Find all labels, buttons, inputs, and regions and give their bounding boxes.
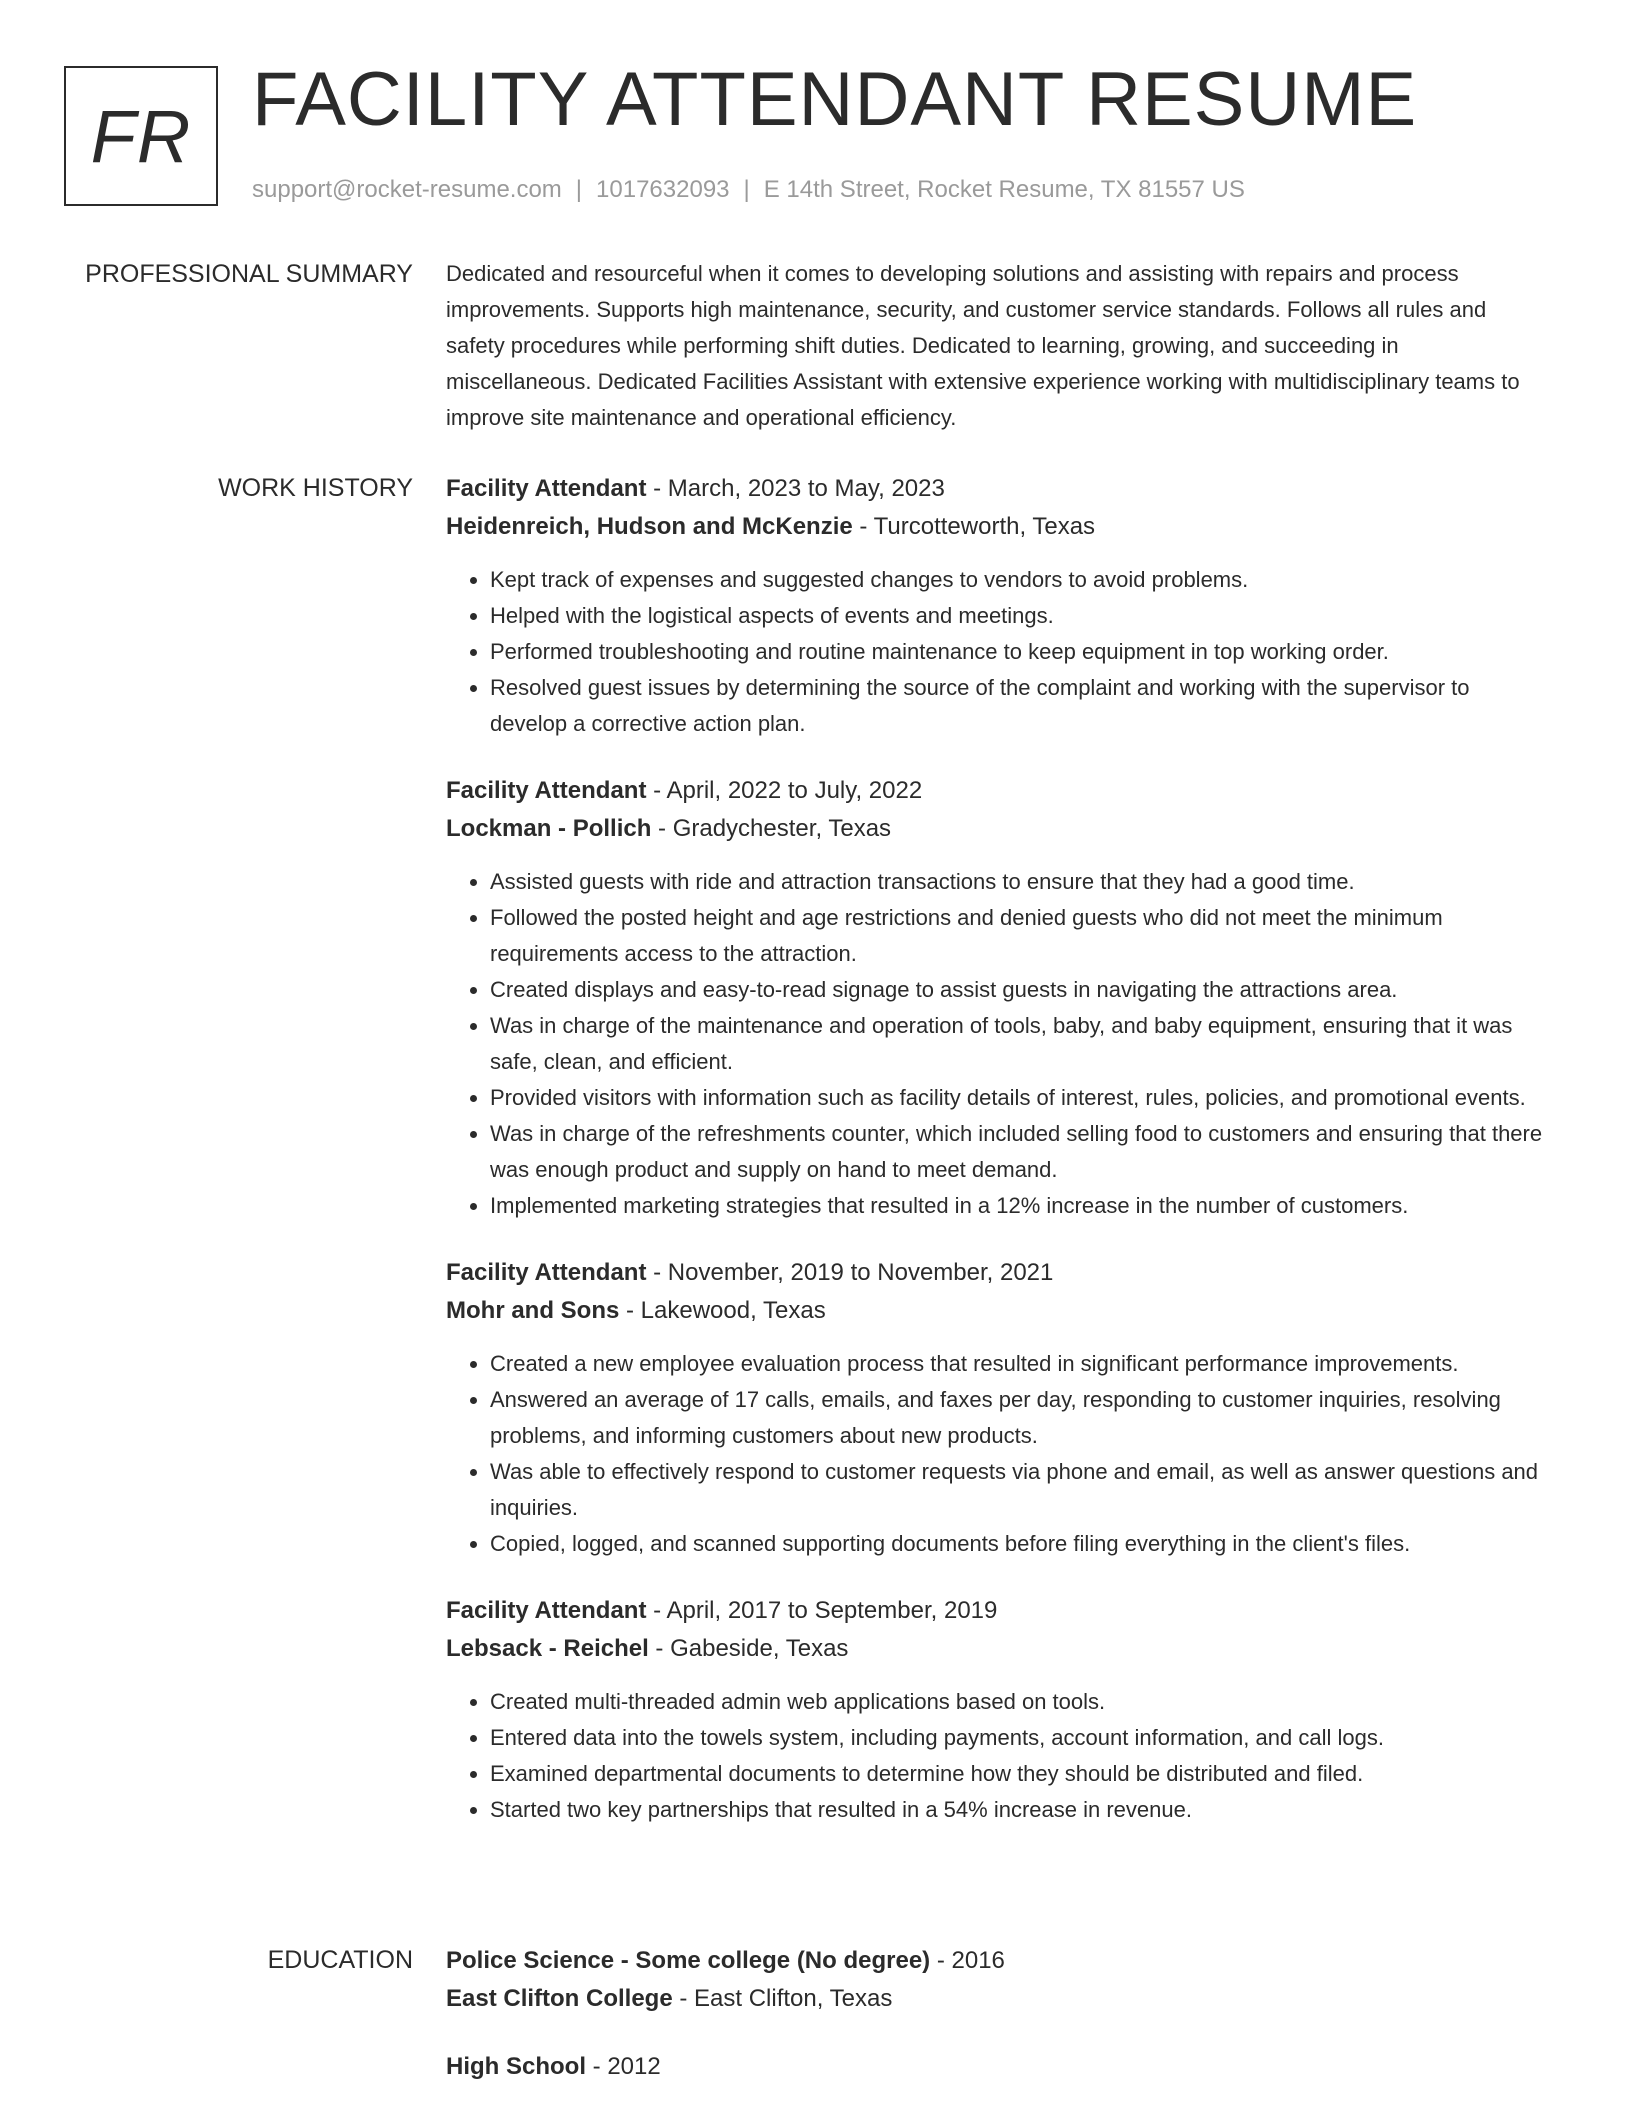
job-dates: - March, 2023 to May, 2023 — [646, 475, 945, 502]
summary-text: Dedicated and resourceful when it comes to developing solutions and assisting with repairs and process improvements. Supports high maintenance, security, and customer service standards. Follows all rules and safety procedures while performing shift duties. Dedicated to learning, growing, and succeeding in miscellaneous. Dedicated Facilities Assistant with extensive experience working with multidisciplinary teams to improve site maintenance and operational efficiency. — [446, 261, 1520, 430]
job-bullet: • Helped with the logistical aspects of events and meetings. — [490, 598, 1546, 634]
job-bullet-list — [446, 562, 1546, 742]
job-entry — [446, 470, 1546, 742]
monogram-logo: FR — [64, 66, 218, 206]
contact-email[interactable]: support@rocket-resume.com — [252, 176, 562, 203]
section-heading-education: EDUCATION — [267, 1946, 413, 1974]
contact-separator: | — [575, 176, 583, 203]
job-company: Lebsack - Reichel — [446, 1635, 649, 1662]
education-degree: Police Science - Some college (No degree) — [446, 1947, 931, 1974]
job-location: - Gradychester, Texas — [651, 815, 892, 842]
education-location: - East Clifton, Texas — [672, 1985, 893, 2012]
job-bullet: • Created displays and easy-to-read signage to assist guests in navigating the attractions area. — [490, 972, 1546, 1008]
contact-separator: | — [743, 176, 750, 203]
job-bullet: • Assisted guests with ride and attraction transactions to ensure that they had a good time. — [490, 864, 1546, 900]
job-title: Facility Attendant — [446, 475, 647, 502]
job-bullet: • Created multi-threaded admin web applications based on tools. — [490, 1684, 1546, 1720]
education-school: East Clifton College — [446, 1985, 673, 2012]
job-title: Facility Attendant — [446, 1259, 647, 1286]
job-dates: - April, 2017 to September, 2019 — [646, 1597, 998, 1624]
job-location: - Turcotteworth, Texas — [852, 513, 1096, 540]
job-bullet: • Was in charge of the maintenance and operation of tools, baby, and baby equipment, ensuring that it was safe, clean, and efficient. — [490, 1008, 1546, 1080]
education-degree: High School — [446, 2053, 586, 2080]
job-bullet-list — [446, 1684, 1546, 1828]
job-location: - Lakewood, Texas — [619, 1297, 826, 1324]
job-company: Lockman - Pollich — [446, 815, 652, 842]
job-bullet: • Was able to effectively respond to customer requests via phone and email, as well as answer questions and inquiries. — [490, 1454, 1546, 1526]
job-bullet: • Started two key partnerships that resulted in a 54% increase in revenue. — [490, 1792, 1546, 1828]
education-year: - 2016 — [930, 1947, 1005, 1974]
education-degree-line — [446, 1942, 1546, 1980]
job-title-line — [446, 772, 1546, 810]
job-title-line — [446, 470, 1546, 508]
job-company: Mohr and Sons — [446, 1297, 620, 1324]
job-company-line — [446, 508, 1546, 546]
job-entry — [446, 772, 1546, 1224]
section-heading-work-history: WORK HISTORY — [218, 474, 413, 502]
contact-phone[interactable]: 1017632093 — [596, 176, 730, 203]
section-heading-summary: PROFESSIONAL SUMMARY — [85, 260, 413, 288]
job-entry — [446, 1254, 1546, 1562]
job-bullet: • Created a new employee evaluation process that resulted in significant performance improvements. — [490, 1346, 1546, 1382]
job-company-line — [446, 1292, 1546, 1330]
education-year: - 2012 — [586, 2053, 661, 2080]
job-company-line — [446, 1630, 1546, 1668]
work-history-body — [446, 470, 1546, 1858]
education-body — [446, 1942, 1546, 2116]
job-dates: - November, 2019 to November, 2021 — [646, 1259, 1054, 1286]
job-bullet: • Copied, logged, and scanned supporting documents before filing everything in the client's files. — [490, 1526, 1546, 1562]
job-title-line — [446, 1254, 1546, 1292]
summary-body — [446, 256, 1546, 436]
job-bullet: • Followed the posted height and age restrictions and denied guests who did not meet the minimum requirements access to the attraction. — [490, 900, 1546, 972]
job-bullet: • Entered data into the towels system, including payments, account information, and call logs. — [490, 1720, 1546, 1756]
job-title-line — [446, 1592, 1546, 1630]
education-school-line — [446, 1980, 1546, 2018]
job-bullet-list — [446, 1346, 1546, 1562]
job-bullet: • Examined departmental documents to determine how they should be distributed and filed. — [490, 1756, 1546, 1792]
job-title: Facility Attendant — [446, 1597, 647, 1624]
job-bullet-list — [446, 864, 1546, 1224]
job-bullet: • Answered an average of 17 calls, emails, and faxes per day, responding to customer inquiries, resolving problems, and informing customers about new products. — [490, 1382, 1546, 1454]
job-bullet: • Provided visitors with information such as facility details of interest, rules, policies, and promotional events. — [490, 1080, 1546, 1116]
job-company: Heidenreich, Hudson and McKenzie — [446, 513, 853, 540]
education-degree-line — [446, 2048, 1546, 2086]
job-bullet: • Performed troubleshooting and routine maintenance to keep equipment in top working order. — [490, 634, 1546, 670]
page-title: FACILITY ATTENDANT RESUME — [252, 57, 1418, 142]
job-bullet: • Was in charge of the refreshments counter, which included selling food to customers and ensuring that there was enough product and supply on hand to meet demand. — [490, 1116, 1546, 1188]
job-title: Facility Attendant — [446, 777, 647, 804]
education-entry — [446, 1942, 1546, 2018]
job-bullet: • Implemented marketing strategies that resulted in a 12% increase in the number of customers. — [490, 1188, 1546, 1224]
job-bullet: • Kept track of expenses and suggested changes to vendors to avoid problems. — [490, 562, 1546, 598]
job-bullet: • Resolved guest issues by determining the source of the complaint and working with the supervisor to develop a corrective action plan. — [490, 670, 1546, 742]
education-entry — [446, 2048, 1546, 2086]
contact-address: E 14th Street, Rocket Resume, TX 81557 US — [763, 176, 1245, 203]
job-entry — [446, 1592, 1546, 1828]
job-location: - Gabeside, Texas — [648, 1635, 849, 1662]
contact-line — [252, 172, 1245, 208]
job-dates: - April, 2022 to July, 2022 — [646, 777, 923, 804]
job-company-line — [446, 810, 1546, 848]
